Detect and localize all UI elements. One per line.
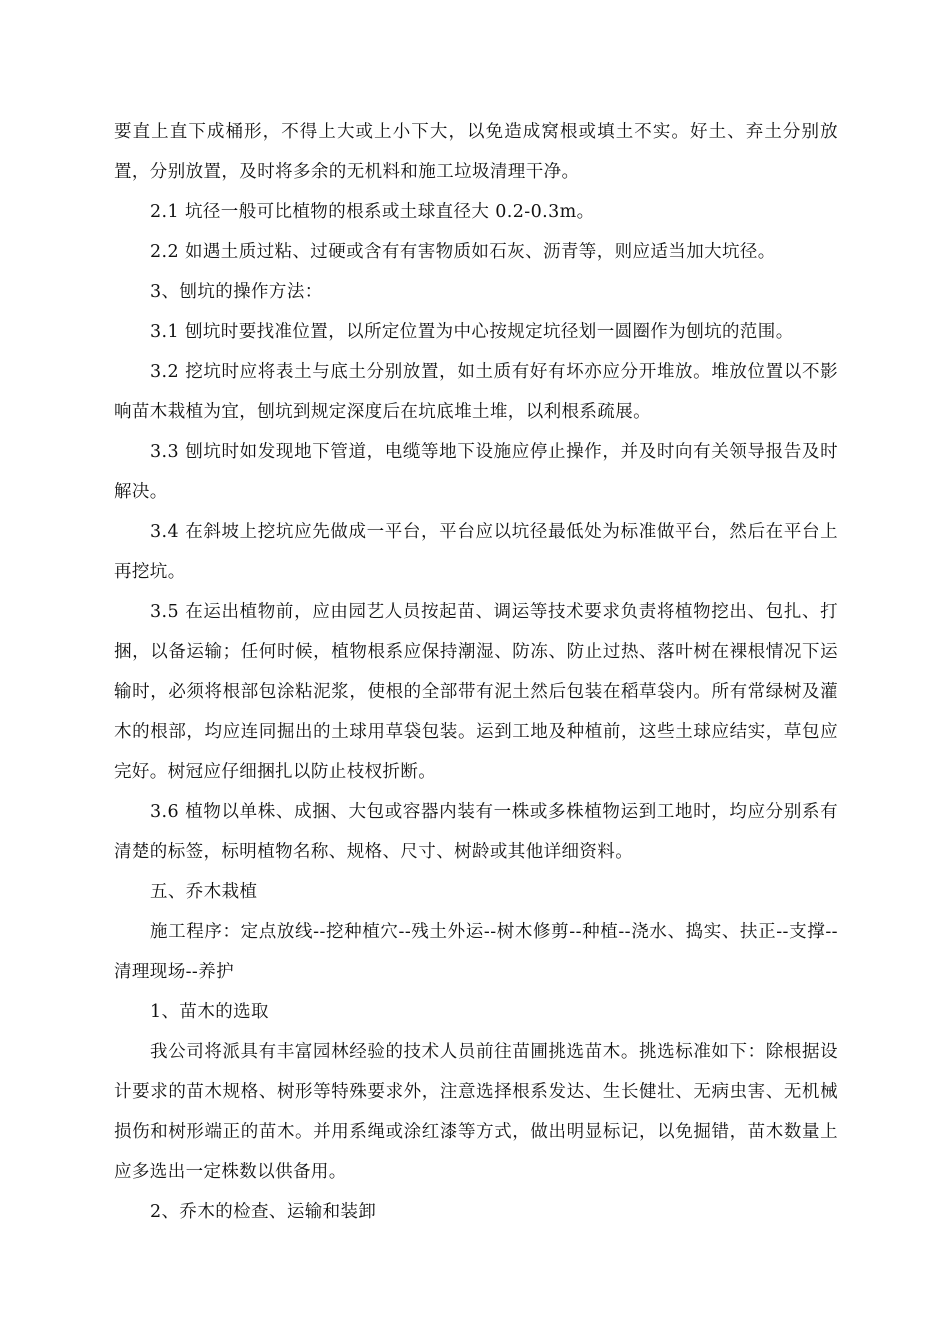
paragraph-2-1: 2.1 坑径一般可比植物的根系或土球直径大 0.2-0.3m。	[150, 202, 595, 222]
paragraph-procedure: 施工程序：定点放线--挖种植穴--残土外运--树木修剪--种植--浇水、捣实、扶正--支撑--清理现场--养护	[114, 922, 838, 982]
paragraph-3-2: 3.2 挖坑时应将表土与底土分别放置，如土质有好有坏亦应分开堆放。堆放位置以不影响苗木栽植为宜，刨坑到规定深度后在坑底堆土堆，以利根系疏展。	[114, 362, 838, 422]
paragraph-3-3: 3.3 刨坑时如发现地下管道，电缆等地下设施应停止操作，并及时向有关领导报告及时解决。	[114, 442, 838, 502]
paragraph-2-2: 2.2 如遇土质过粘、过硬或含有有害物质如石灰、沥青等，则应适当加大坑径。	[150, 242, 776, 262]
paragraph-seedling-selection: 我公司将派具有丰富园林经验的技术人员前往苗圃挑选苗木。挑选标准如下：除根据设计要求的苗木规格、树形等特殊要求外，注意选择根系发达、生长健壮、无病虫害、无机械损伤和树形端正的苗木。并用系绳或涂红漆等方式，做出明显标记，以免掘错，苗木数量上应多选出一定株数以供备用。	[114, 1042, 838, 1182]
paragraph-3-6: 3.6 植物以单株、成捆、大包或容器内装有一株或多株植物运到工地时，均应分别系有清楚的标签，标明植物名称、规格、尺寸、树龄或其他详细资料。	[114, 802, 838, 862]
heading-1: 1、苗木的选取	[150, 1002, 269, 1022]
paragraph-continuation: 要直上直下成桶形，不得上大或上小下大，以免造成窝根或填土不实。好土、弃土分别放置，分别放置，及时将多余的无机料和施工垃圾清理干净。	[114, 122, 838, 182]
heading-3: 3、刨坑的操作方法：	[150, 282, 323, 302]
heading-2: 2、乔木的检查、运输和装卸	[150, 1202, 377, 1222]
section-heading-5: 五、乔木栽植	[150, 882, 258, 902]
paragraph-3-5: 3.5 在运出植物前，应由园艺人员按起苗、调运等技术要求负责将植物挖出、包扎、打捆，以备运输；任何时候，植物根系应保持潮湿、防冻、防止过热、落叶树在裸根情况下运输时，必须将根部包涂粘泥浆，使根的全部带有泥土然后包装在稻草袋内。所有常绿树及灌木的根部，均应连同掘出的土球用草袋包装。运到工地及种植前，这些土球应结实，草包应完好。树冠应仔细捆扎以防止枝杈折断。	[114, 602, 838, 782]
paragraph-3-4: 3.4 在斜坡上挖坑应先做成一平台，平台应以坑径最低处为标准做平台，然后在平台上再挖坑。	[114, 522, 838, 582]
paragraph-3-1: 3.1 刨坑时要找准位置，以所定位置为中心按规定坑径划一圆圈作为刨坑的范围。	[150, 322, 794, 342]
